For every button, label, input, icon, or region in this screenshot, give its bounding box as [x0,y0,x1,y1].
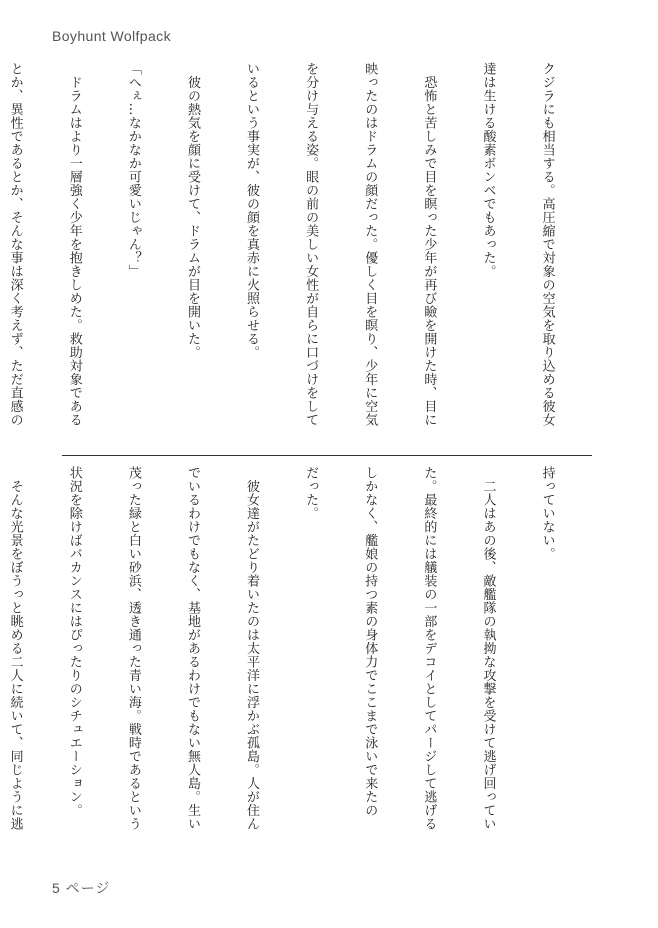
text-column: 達は生ける酸素ボンベでもあった。 [480,62,496,278]
text-column: 茂った緑と白い砂浜、透き通った青い海。戦時であるという [125,466,141,831]
text-column: 恐怖と苦しみで目を瞑った少年が再び瞼を開けた時、目に [421,62,437,427]
text-column: 映ったのはドラムの顔だった。優しく目を瞑り、少年に空気 [362,62,378,427]
text-column: 状況を除けばバカンスにはぴったりのシチュエーション。 [66,466,82,817]
text-column: を分け与える姿。眼の前の美しい女性が自らに口づけをして [303,62,319,427]
text-column: いるという事実が、彼の顔を真赤に火照らせる。 [244,62,260,359]
page-number: 5 ページ [52,880,111,896]
text-column: でいるわけでもなく、基地があるわけでもない無人島。生い [184,466,200,831]
text-column: クジラにも相当する。高圧縮で対象の空気を取り込める彼女 [539,62,555,427]
text-column: だった。 [303,466,319,520]
text-column: しかなく、艦娘の持つ素の身体力でここまで泳いで来たの [362,466,378,817]
tier-divider [62,455,592,456]
text-column: た。最終的には艤装の一部をデコイとしてパージして逃げる [421,466,437,831]
text-column: とか、異性であるとか、そんな事は深く考えず、ただ直感の [7,62,23,427]
text-column: 彼女達がたどり着いたのは太平洋に浮かぶ孤島。人が住ん [244,466,260,831]
lower-text-block [7,466,596,846]
text-column: 彼の熱気を顔に受けて、ドラムが目を開いた。 [184,62,200,359]
text-column: 二人はあの後、敵艦隊の執拗な攻撃を受けて逃げ回ってい [480,466,496,831]
document-title: Boyhunt Wolfpack [52,28,171,44]
upper-text-block [7,62,596,442]
text-column: 「へぇ…なかなか可愛いじゃん？」 [125,62,141,278]
text-column: そんな光景をぼうっと眺める二人に続いて、同じように逃 [7,466,23,831]
text-column: 持っていない。 [539,466,555,561]
text-column: ドラムはより一層強く少年を抱きしめた。救助対象である [66,62,82,427]
